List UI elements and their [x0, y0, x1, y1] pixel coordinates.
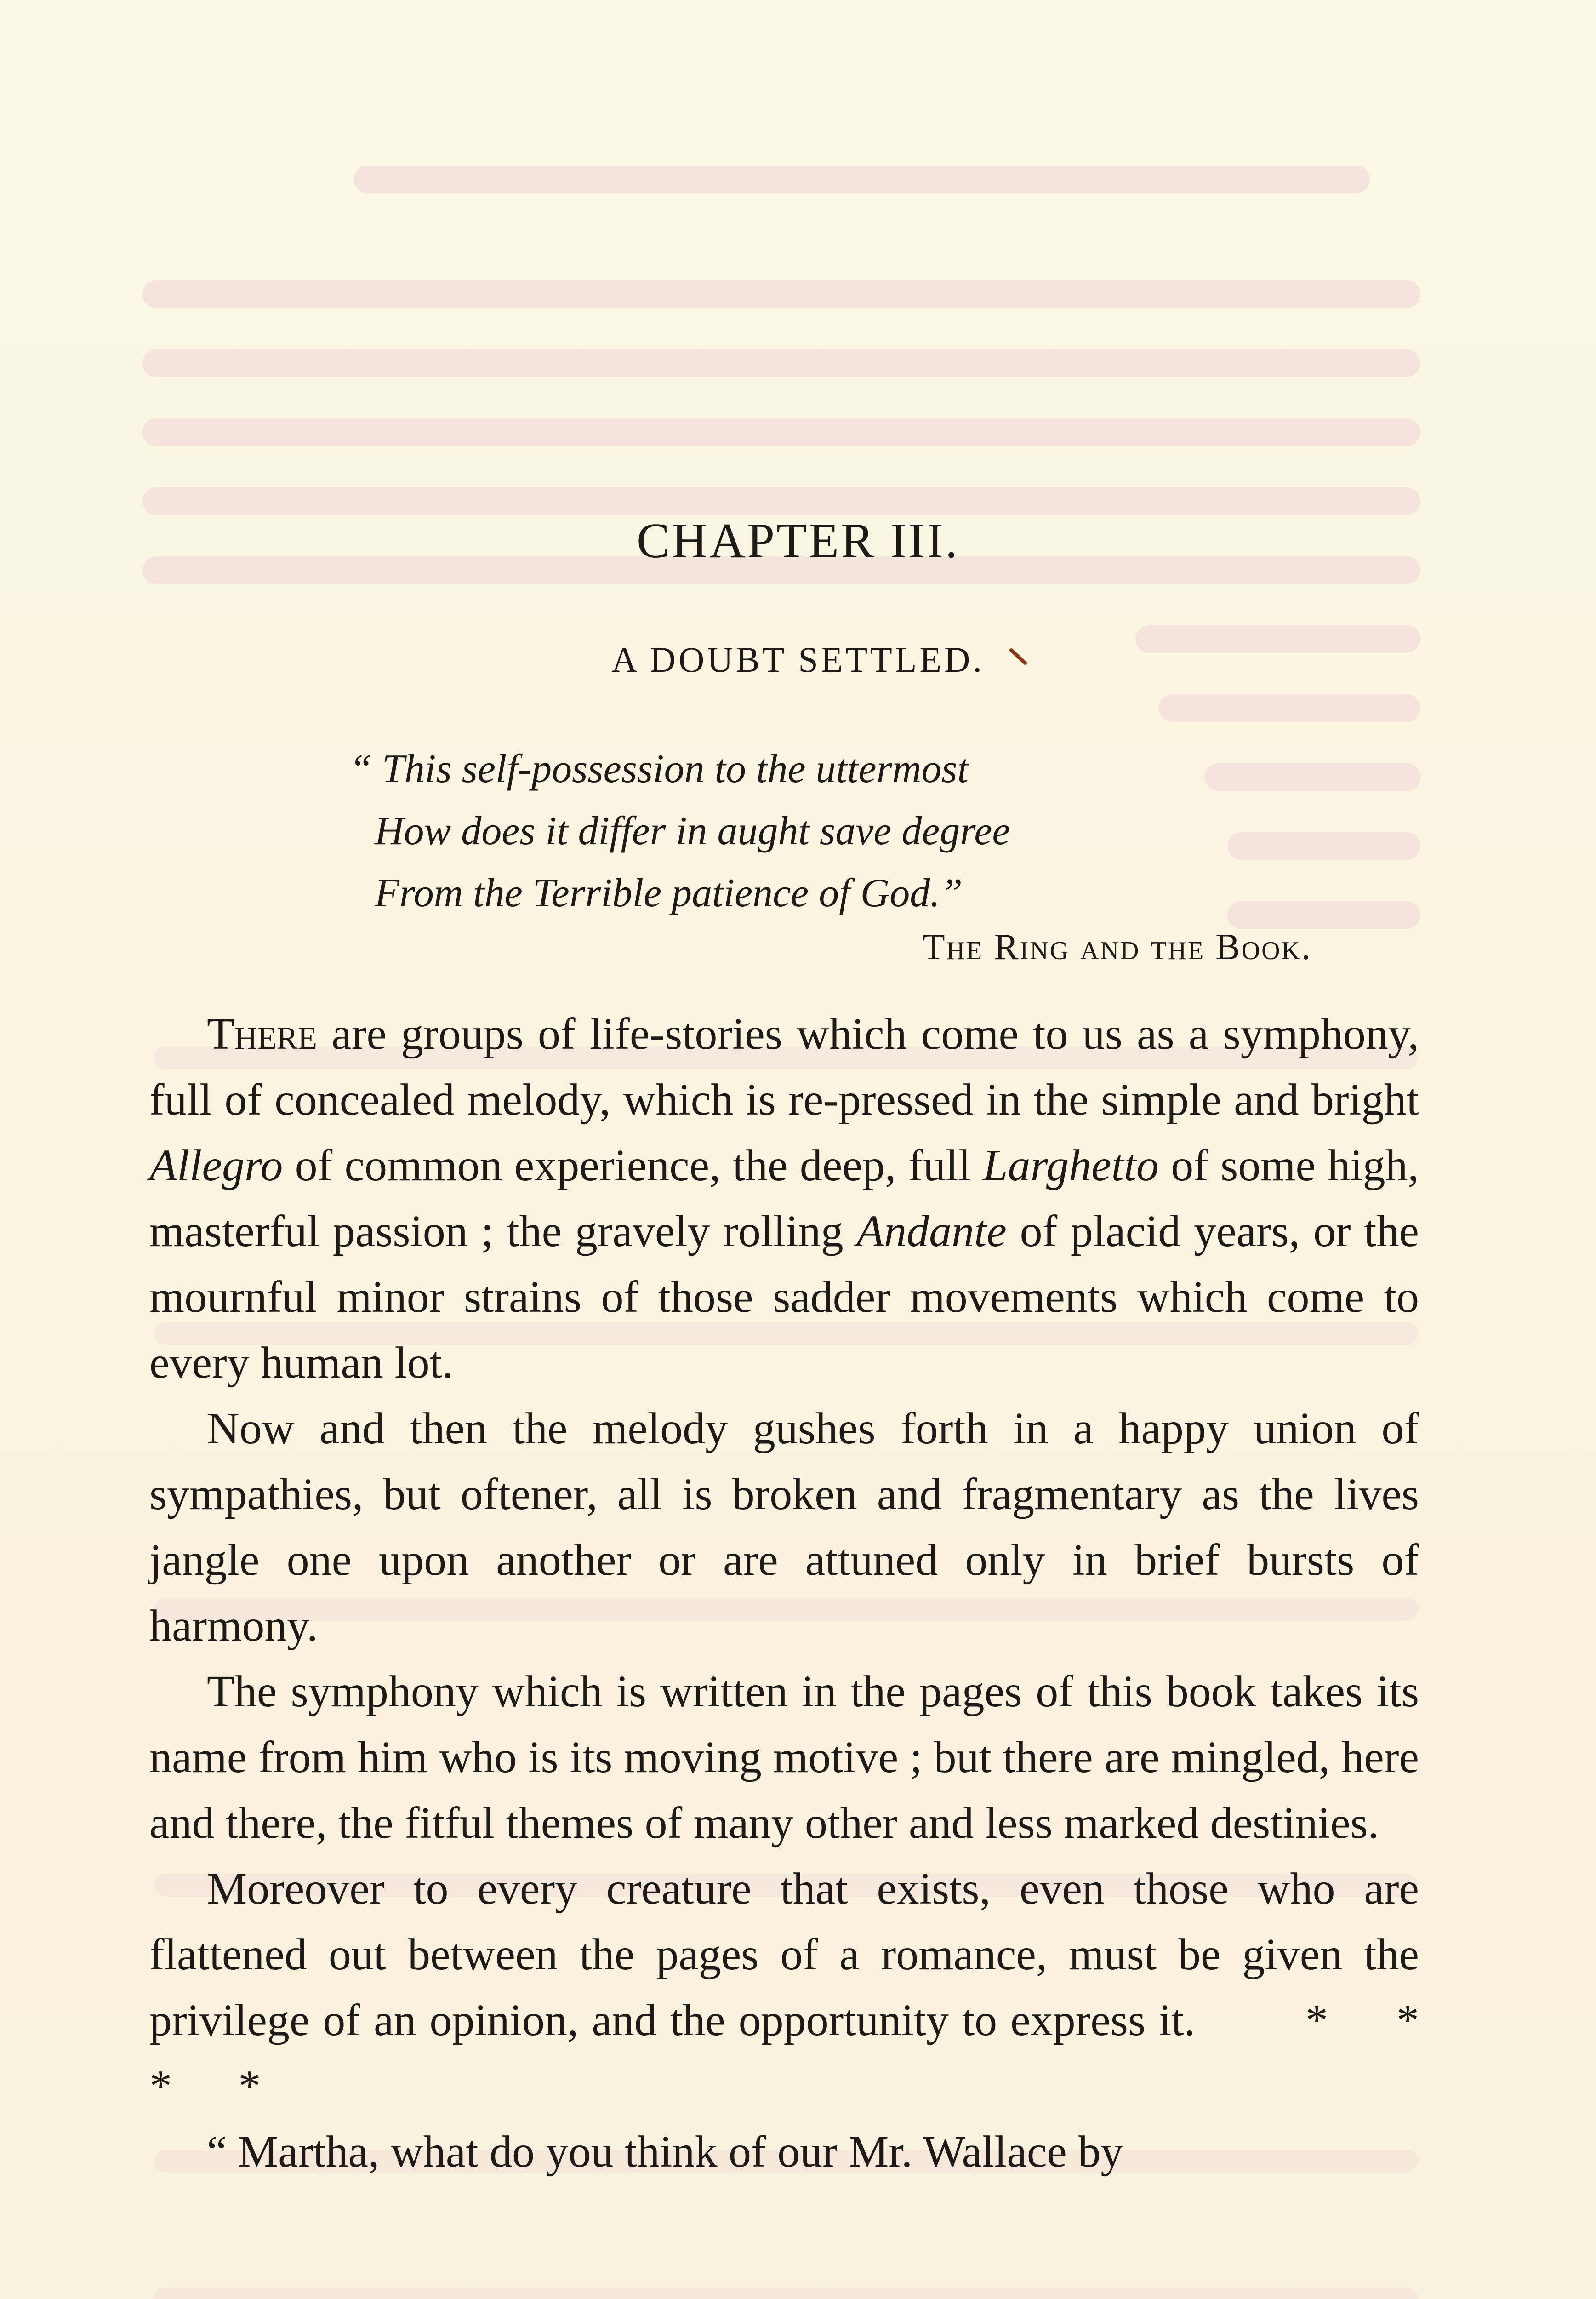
chapter-body — [149, 1001, 1419, 2185]
epigraph-line: “ This self-possession to the uttermost — [349, 747, 969, 791]
paragraph-text: of placid years, or the mournful minor strains of those sadder movements which come to every human lot. — [149, 1207, 1419, 1388]
epigraph — [349, 738, 1361, 924]
paragraph-text: Moreover to every creature that exists, even those who are flattened out between the pages of a romance, must be given the privilege of an opinion, and the opportunity to express it. — [149, 1864, 1419, 2045]
ink-mark — [1009, 648, 1028, 667]
chapter-subtitle: A DOUBT SETTLED. — [611, 640, 985, 680]
chapter-title: CHAPTER III. — [637, 514, 959, 568]
paragraph-text: of common experience, the deep, full — [283, 1141, 983, 1190]
paragraph: Now and then the melody gushes forth in a happy union of sympathies, but oftener, all is broken and fragmentary as the lives jangle one upon another or are attuned only in brief bursts of harmony. — [149, 1404, 1419, 1651]
paragraph: The symphony which is written in the pages of this book takes its name from him who is its moving motive ; but there are mingled, here and there, the fitful themes of many other and less marked destinies. — [149, 1667, 1419, 1848]
paragraph — [149, 1001, 1419, 1396]
paragraph-lead-word: There — [207, 1009, 318, 1059]
paragraph-text: of some high, masterful passion ; the gravely rolling — [149, 1141, 1419, 1256]
epigraph-line: From the Terrible patience of God.” — [375, 871, 963, 915]
epigraph-attribution: The Ring and the Book. — [922, 927, 1312, 967]
section-break-stars: * * * * — [149, 1996, 1419, 2111]
paragraph — [149, 1856, 1419, 2119]
tempo-term: Larghetto — [982, 1141, 1159, 1190]
paragraph-text: are groups of life-stories which come to us as a symphony, full of concealed melody, which is re-pressed in the simple and bright — [149, 1009, 1419, 1125]
tempo-term: Andante — [856, 1207, 1007, 1256]
tempo-term: Allegro — [149, 1141, 283, 1190]
epigraph-line: How does it differ in aught save degree — [375, 809, 1010, 853]
paragraph: “ Martha, what do you think of our Mr. Wallace by — [207, 2127, 1123, 2177]
